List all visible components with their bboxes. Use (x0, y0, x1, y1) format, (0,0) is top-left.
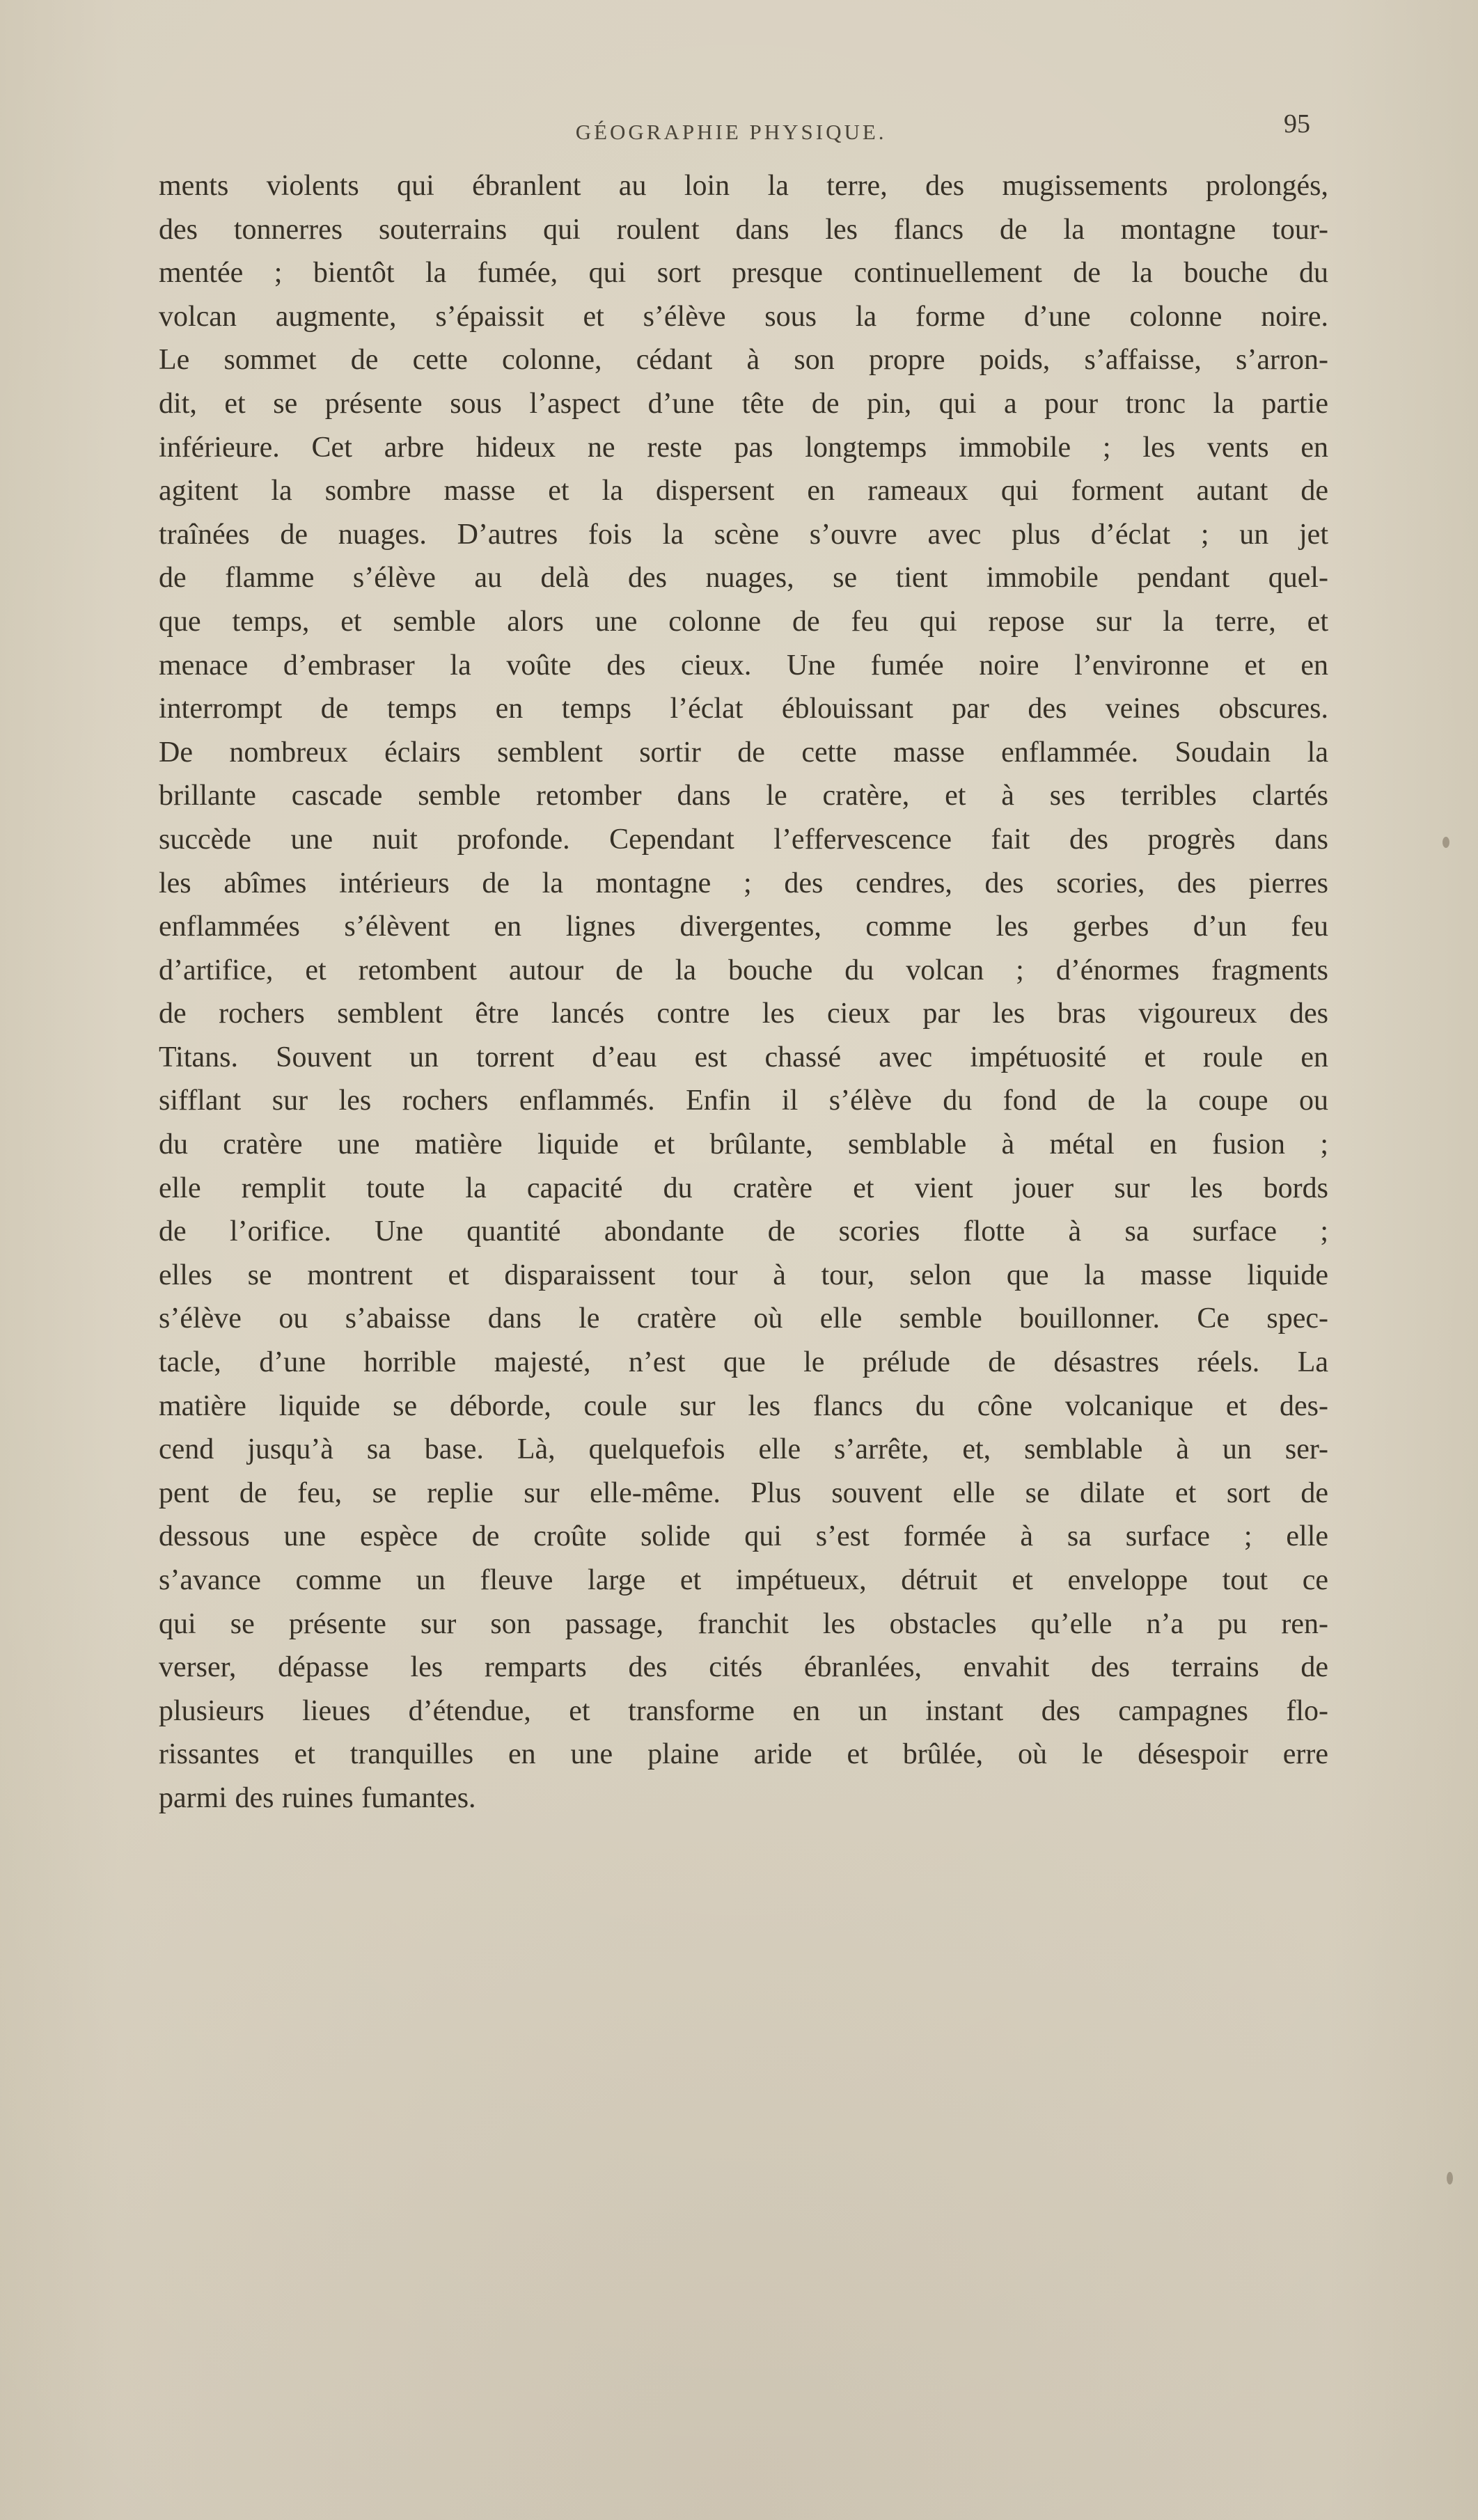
text-line: cend jusqu’à sa base. Là, quelquefois elle s’arrête, et, semblable à un ser- (159, 1433, 1328, 1466)
text-line: de flamme s’élève au delà des nuages, se tient immobile pendant quel- (159, 562, 1328, 594)
text-line: inférieure. Cet arbre hideux ne reste pas longtemps immobile ; les vents en (159, 431, 1328, 464)
text-line: Titans. Souvent un torrent d’eau est chassé avec impétuosité et roule en (159, 1041, 1328, 1073)
text-line: verser, dépasse les remparts des cités ébranlées, envahit des terrains de (159, 1651, 1328, 1684)
text-line: les abîmes intérieurs de la montagne ; des cendres, des scories, des pierres (159, 867, 1328, 899)
text-line: succède une nuit profonde. Cependant l’effervescence fait des progrès dans (159, 823, 1328, 856)
text-line: de l’orifice. Une quantité abondante de scories flotte à sa surface ; (159, 1215, 1328, 1248)
text-line: tacle, d’une horrible majesté, n’est que le prélude de désastres réels. La (159, 1346, 1328, 1379)
text-line: volcan augmente, s’épaissit et s’élève sous la forme d’une colonne noire. (159, 300, 1328, 333)
text-line: qui se présente sur son passage, franchit les obstacles qu’elle n’a pu ren- (159, 1607, 1328, 1640)
text-line: que temps, et semble alors une colonne de feu qui repose sur la terre, et (159, 605, 1328, 638)
body-text (159, 164, 1328, 1820)
paper-speck (1442, 837, 1449, 848)
text-line: matière liquide se déborde, coule sur les flancs du cône volcanique et des- (159, 1389, 1328, 1422)
text-line: des tonnerres souterrains qui roulent dans les flancs de la montagne tour- (159, 213, 1328, 246)
text-line: enflammées s’élèvent en lignes divergentes, comme les gerbes d’un feu (159, 911, 1328, 943)
text-line: rissantes et tranquilles en une plaine aride et brûlée, où le désespoir erre (159, 1738, 1328, 1771)
paper-speck (1447, 2172, 1453, 2184)
text-line: elles se montrent et disparaissent tour à tour, selon que la masse liquide (159, 1259, 1328, 1291)
text-line: dit, et se présente sous l’aspect d’une tête de pin, qui a pour tronc la partie (159, 387, 1328, 420)
text-line: pent de feu, se replie sur elle-même. Plus souvent elle se dilate et sort de (159, 1476, 1328, 1509)
text-line: agitent la sombre masse et la dispersent en rameaux qui forment autant de (159, 475, 1328, 507)
text-line: ments violents qui ébranlent au loin la terre, des mugissements prolongés, (159, 170, 1328, 202)
text-line: traînées de nuages. D’autres fois la scène s’ouvre avec plus d’éclat ; un jet (159, 518, 1328, 551)
text-line: de rochers semblent être lancés contre les cieux par les bras vigoureux des (159, 998, 1328, 1030)
running-title: GÉOGRAPHIE PHYSIQUE. (575, 120, 887, 144)
text-line: elle remplit toute la capacité du cratère et vient jouer sur les bords (159, 1172, 1328, 1204)
text-line: interrompt de temps en temps l’éclat éblouissant par des veines obscures. (159, 693, 1328, 725)
page-number: 95 (1284, 109, 1310, 139)
text-line: d’artifice, et retombent autour de la bouche du volcan ; d’énormes fragments (159, 954, 1328, 986)
text-line: du cratère une matière liquide et brûlante, semblable à métal en fusion ; (159, 1128, 1328, 1161)
text-line: menace d’embraser la voûte des cieux. Une fumée noire l’environne et en (159, 649, 1328, 682)
text-line: mentée ; bientôt la fumée, qui sort presque continuellement de la bouche du (159, 257, 1328, 290)
text-line: De nombreux éclairs semblent sortir de cette masse enflammée. Soudain la (159, 736, 1328, 769)
text-line: sifflant sur les rochers enflammés. Enfin il s’élève du fond de la coupe ou (159, 1085, 1328, 1117)
text-line: Le sommet de cette colonne, cédant à son propre poids, s’affaisse, s’arron- (159, 344, 1328, 377)
text-line: brillante cascade semble retomber dans le cratère, et à ses terribles clartés (159, 780, 1328, 812)
text-line: parmi des ruines fumantes. (159, 1781, 476, 1814)
text-block (159, 104, 1328, 1820)
text-line: plusieurs lieues d’étendue, et transforme en un instant des campagnes flo- (159, 1694, 1328, 1727)
text-line: dessous une espèce de croûte solide qui s’est formée à sa surface ; elle (159, 1520, 1328, 1553)
page-header (159, 104, 1328, 164)
text-line: s’élève ou s’abaisse dans le cratère où elle semble bouillonner. Ce spec- (159, 1302, 1328, 1335)
text-line: s’avance comme un fleuve large et impétueux, détruit et enveloppe tout ce (159, 1564, 1328, 1596)
